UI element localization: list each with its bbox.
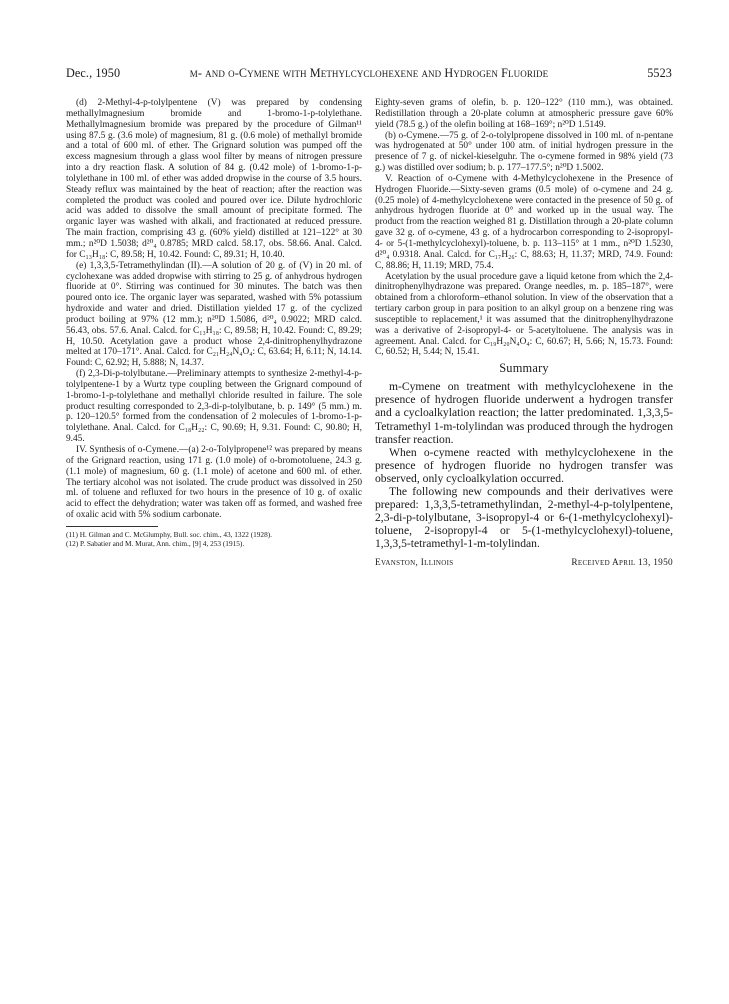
summary-paragraph-3: The following new compounds and their derivatives were prepared: 1,3,3,5-tetramethylindan, 2-methyl-4-p-tolylpentene, 2,3-di-p-tolylbutane, 3-isopropyl-4 or 6-(1-methylcyclohexyl)-toluene, 2-isopropyl-4 or 5-(1-methylcyclohexyl)-toluene, 1,3,3,5-tetramethyl-1-m-tolylindan. bbox=[375, 485, 673, 551]
footnote-12: (12) P. Sabatier and M. Murat, Ann. chim., [9] 4, 253 (1915). bbox=[66, 538, 245, 548]
footnote-11: (11) H. Gilman and C. McGlumphy, Bull. soc. chim., 43, 1322 (1928). bbox=[66, 529, 272, 539]
footnote-rule bbox=[66, 526, 158, 527]
article-footer bbox=[375, 558, 673, 568]
paragraph-acetylation: Acetylation by the usual procedure gave a liquid ketone from which the 2,4-dinitrophenylhydrazone was prepared. Orange needles, m. p. 185–187°, were obtained from a chloroform–ethanol solution. In view of the observation that a tertiary carbon group in para position to an alkyl group on a benzene ring was susceptible to replacement,¹ it was assumed that the dinitrophenylhydrazone was a derivative of 2-isopropyl-4- or 5-acetyltoluene. The analysis was in agreement. Anal. Calcd. for C₁₉H₂₀N₄O₄: C, 60.67; H, 5.66; N, 15.73. Found: C, 60.52; H, 5.44; N, 15.41. bbox=[375, 271, 673, 358]
paragraph-e: (e) 1,3,3,5-Tetramethylindan (II).—A solution of 20 g. of (V) in 20 ml. of cyclohexane was added dropwise with stirring to 25 g. of anhydrous hydrogen fluoride at 0°. Stirring was continued for 30 minutes. The batch was then poured onto ice. The organic layer was separated, washed with 5% potassium hydroxide and water and dried. Distillation yielded 17 g. of the cyclized product boiling at 97% (12 mm.); n²⁰D 1.5086, d²⁰₄ 0.9022; MRD calcd. 56.43, obs. 57.6. Anal. Calcd. for C₁₃H₁₈: C, 89.58; H, 10.42. Found: C, 89.29; H, 10.50. Acetylation gave a product whose 2,4-dinitrophenylhydrazone melted at 170–171°. Anal. Calcd. for C₂₁H₂₄N₄O₄: C, 63.64; H, 6.11; N, 14.14. Found: C, 62.92; H, 5.888; N, 14.37. bbox=[66, 260, 362, 369]
running-header bbox=[66, 66, 672, 84]
paragraph-v: V. Reaction of o-Cymene with 4-Methylcyclohexene in the Presence of Hydrogen Fluoride.—Sixty-seven grams (0.5 mole) of o-cymene and 24 g. (0.25 mole) of 4-methylcyclohexene were contacted in the presence of 50 g. of anhydrous hydrogen fluoride at 0° and worked up in the usual way. The product from the reaction weighed 81 g. Distillation through a 20-plate column gave 32 g. of o-cymene, 43 g. of a hydrocarbon corresponding to 2-isopropyl-4- or 5-(1-methylcyclohexyl)-toluene, b. p. 113–115° at 1 mm., n²⁰D 1.5230, d²⁰₄ 0.9318. Anal. Calcd. for C₁₇H₂₆: C, 88.63; H, 11.37; MRD, 74.9. Found: C, 88.86; H, 11.19; MRD, 75.4. bbox=[375, 173, 673, 271]
paragraph-iv: IV. Synthesis of o-Cymene.—(a) 2-o-Tolylpropene¹² was prepared by means of the Grignard reaction, using 171 g. (1.0 mole) of o-bromotoluene, 24.3 g. (1.1 mole) of magnesium, 60 g. (1.1 mole) of acetone and 600 ml. of ether. The tertiary alcohol was not isolated. The crude product was dissolved in 250 ml. of toluene and refluxed for two hours in the presence of 10 g. of oxalic acid to effect the dehydration; water was taken off as formed, and washed free of oxalic acid with 5% sodium carbonate. bbox=[66, 445, 362, 521]
header-date: Dec., 1950 bbox=[66, 66, 121, 80]
left-column bbox=[66, 98, 362, 548]
summary-paragraph-1: m-Cymene on treatment with methylcyclohexene in the presence of hydrogen fluoride underwent a hydrogen transfer and a cycloalkylation reaction; the latter predominated. 1,3,3,5-Tetramethyl 1-m-tolylindan was produced through the hydrogen transfer reaction. bbox=[375, 380, 673, 446]
footer-location: Evanston, Illinois bbox=[375, 558, 454, 569]
paragraph-continued: Eighty-seven grams of olefin, b. p. 120–122° (110 mm.), was obtained. Redistillation through a 20-plate column at atmospheric pressure gave 60% yield (78.5 g.) of the olefin boiling at 168–169°; n²⁰D 1.5149. bbox=[375, 98, 673, 130]
summary-paragraph-2: When o-cymene reacted with methylcyclohexene in the presence of hydrogen fluoride no hydrogen transfer was observed, only cycloalkylation occurred. bbox=[375, 445, 673, 485]
paragraph-b: (b) o-Cymene.—75 g. of 2-o-tolylpropene dissolved in 100 ml. of n-pentane was hydrogenated at 50° under 100 atm. of initial hydrogen pressure in the presence of 7 g. of nickel-kieselguhr. The o-cymene formed in 98% yield (73 g.) was distilled over sodium; b. p. 177–177.5°; n²⁰D 1.5002. bbox=[375, 130, 673, 174]
footer-received-date: Received April 13, 1950 bbox=[571, 558, 673, 569]
header-page-number: 5523 bbox=[647, 66, 672, 80]
summary-heading: Summary bbox=[499, 361, 549, 376]
paragraph-d: (d) 2-Methyl-4-p-tolylpentene (V) was prepared by condensing methallylmagnesium bromide and 1-bromo-1-p-tolylethane. Methallylmagnesium bromide was prepared by the procedure of Gilman¹¹ using 87.5 g. (3.6 mole) of magnesium, 81 g. (0.6 mole) of methallyl bromide and a total of 600 ml. of ether. The Grignard solution was pumped off the excess magnesium through a glass wool filter by means of nitrogen pressure into a dry reaction flask. A solution of 84 g. (0.42 mole) of 1-bromo-1-p-tolylethane in 100 ml. of ether was added dropwise in the course of 3.5 hours. Steady reflux was maintained by the heat of reaction; after the reaction was completed the product was cooled and poured over ice. Dilute hydrochloric acid was added to dissolve the small amount of precipitate formed. The organic layer was washed with alkali, and fractionated at reduced pressure. The main fraction, comprising 43 g. (60% yield) distilled at 121–122° at 30 mm.; n²⁰D 1.5038; d²⁰₄ 0.8785; MRD calcd. 58.17, obs. 58.66. Anal. Calcd. for C₁₃H₁₈: C, 89.58; H, 10.42. Found: C, 89.31; H, 10.40. bbox=[66, 98, 362, 260]
paragraph-f: (f) 2,3-Di-p-tolylbutane.—Preliminary attempts to synthesize 2-methyl-4-p-tolylpentene-1 by a Wurtz type coupling between the Grignard compound of 1-bromo-1-p-tolylethane and methallyl chloride resulted in failure. The sole product resulting corresponded to 2,3-di-p-tolylbutane, b. p. 149° (5 mm.) m. p. 120–120.5° formed from the condensation of 2 molecules of 1-bromo-1-p-tolylethane. Anal. Calcd. for C₁₈H₂₂: C, 90.69; H, 9.31. Found: C, 90.80; H, 9.45. bbox=[66, 369, 362, 445]
header-title: m- and o-Cymene with Methylcyclohexene and Hydrogen Fluoride bbox=[189, 66, 549, 80]
right-column bbox=[375, 98, 673, 568]
